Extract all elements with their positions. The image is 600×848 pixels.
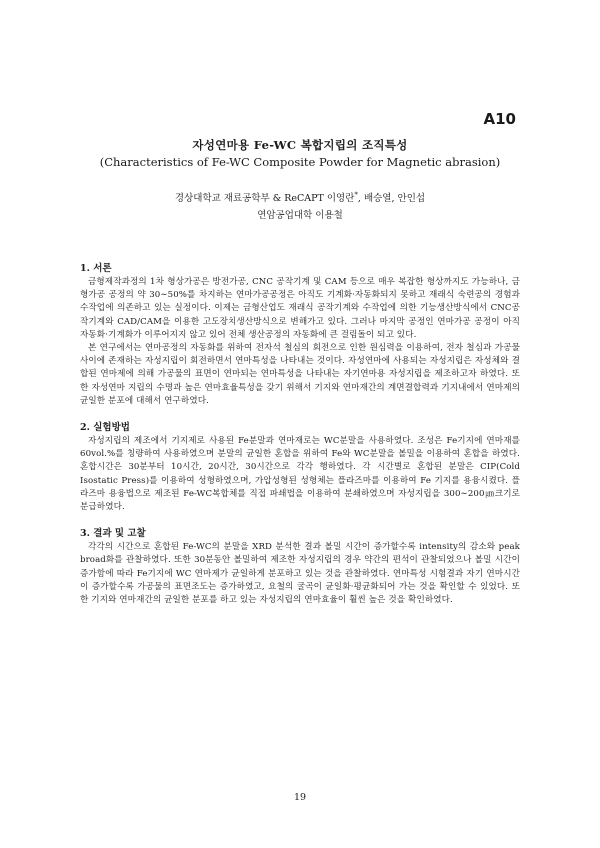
author-line-2: 연암공업대학 이용철 [257, 210, 343, 222]
section-heading: 1. 서론 [80, 263, 112, 274]
body-content [80, 262, 520, 607]
title-english: (Characteristics of Fe-WC Composite Powder for Magnetic abrasion) [99, 155, 501, 169]
section-methods [80, 421, 520, 514]
section-results [80, 527, 520, 607]
paragraph: 금형제작과정의 1차 형상가공은 방전가공, CNC 공작기계 및 CAM 등으로 매우 복잡한 형상까지도 가능하나, 금형가공 공정의 약 30∼50%를 차지하는 연마가공공정은 아직도 기계화·자동화되지 못하고 재래식 숙련공의 경험과 수작업에 의존하고 있는 실정이다. 이제는 금형산업도 재래식 공작기계와 수작업에 의한 기능생산방식에서 CNC공작기계와 CAD/CAM을 이용한 고도장치생산방식으로 변해가고 있다. 그러나 마지막 공정인 연마가공 공정이 아직 자동화·기계화가 이루어지지 않고 있어 전체 생산공정의 자동화에 큰 걸림돌이 되고 있다. [80, 277, 520, 340]
paragraph: 본 연구에서는 연마공정의 자동화를 위하여 전자석 철심의 회전으로 인한 원심력을 이용하여, 전자 철심과 가공물 사이에 존재하는 자성지립이 회전하면서 연마특성을 나타내는 것이다. 자성연마에 사용되는 자성지립은 자성체와 결합된 연마제에 의해 가공물의 표면이 연마되는 연마특성을 나타내는 자기연마용 자성지립을 제조하고자 하였다. 또한 자성연마 지립의 수명과 높은 연마효율특성을 갖기 위해서 기지와 연마재간의 계면결합력과 기지내에서 연마제의 균일한 분포에 대해서 연구하였다. [80, 343, 520, 406]
title-korean: 자성연마용 Fe-WC 복합지립의 조직특성 [192, 138, 408, 152]
author-names-2: , 배승열, 안인섭 [357, 193, 426, 205]
abstract-code: A10 [483, 110, 516, 128]
section-introduction [80, 262, 520, 408]
section-heading: 3. 결과 및 고찰 [80, 528, 146, 540]
corresponding-mark: * [354, 191, 358, 199]
author-block [0, 187, 600, 224]
paragraph: 자성지립의 제조에서 기지제로 사용된 Fe분말과 연마재로는 WC분말을 사용하였다. 조성은 Fe기지에 연마재를 60vol.%를 칭량하여 사용하였으며 분말의 균일한 혼합을 위하여 Fe와 WC분말을 볼밀을 이용하여 혼합을 하였다. 혼합시간은 30분부터 10시간, 20시간, 30시간으로 각각 행하였다. 각 시간별로 혼합된 분말은 CIP(Cold Isostatic Press)를 이용하여 성형하였으며, 가압성형된 성형체는 플라즈마를 이용하여 Fe 기지를 용융시켰다. 플라즈마 용융법으로 제조된 Fe-WC복합체를 직접 파쇄법을 이용하여 분쇄하였으며 자성지립을 300∼200㎛크기로 분급하였다. [80, 436, 520, 513]
paragraph: 각각의 시간으로 혼합된 Fe-WC의 분말을 XRD 분석한 결과 볼밀 시간이 증가할수록 intensity의 감소와 peak broad화를 관찰하였다. 또한 30분동안 볼밀하여 제조한 자성지립의 경우 약간의 편석이 관찰되었으나 볼밀 시간이 증가함에 따라 Fe기지에 WC 연마제가 균일하게 분포하고 있는 것을 관찰하였다. 연마특성 시험결과 자기 연마시간이 증가할수록 가공물의 표면조도는 증가하였고, 요철의 굴곡이 균일화·평균화되어 가는 것을 확인할 수 있었다. 또한 기지와 연마재간의 균일한 분포를 하고 있는 자성지립의 연마효율이 훨씬 높은 것을 확인하였다. [80, 542, 520, 606]
section-heading: 2. 실험방법 [80, 422, 130, 434]
author-line-1 [0, 187, 600, 207]
author-names-1: 경상대학교 재료공학부 & ReCAPT 이영란 [174, 193, 355, 205]
page-number: 19 [293, 792, 307, 803]
